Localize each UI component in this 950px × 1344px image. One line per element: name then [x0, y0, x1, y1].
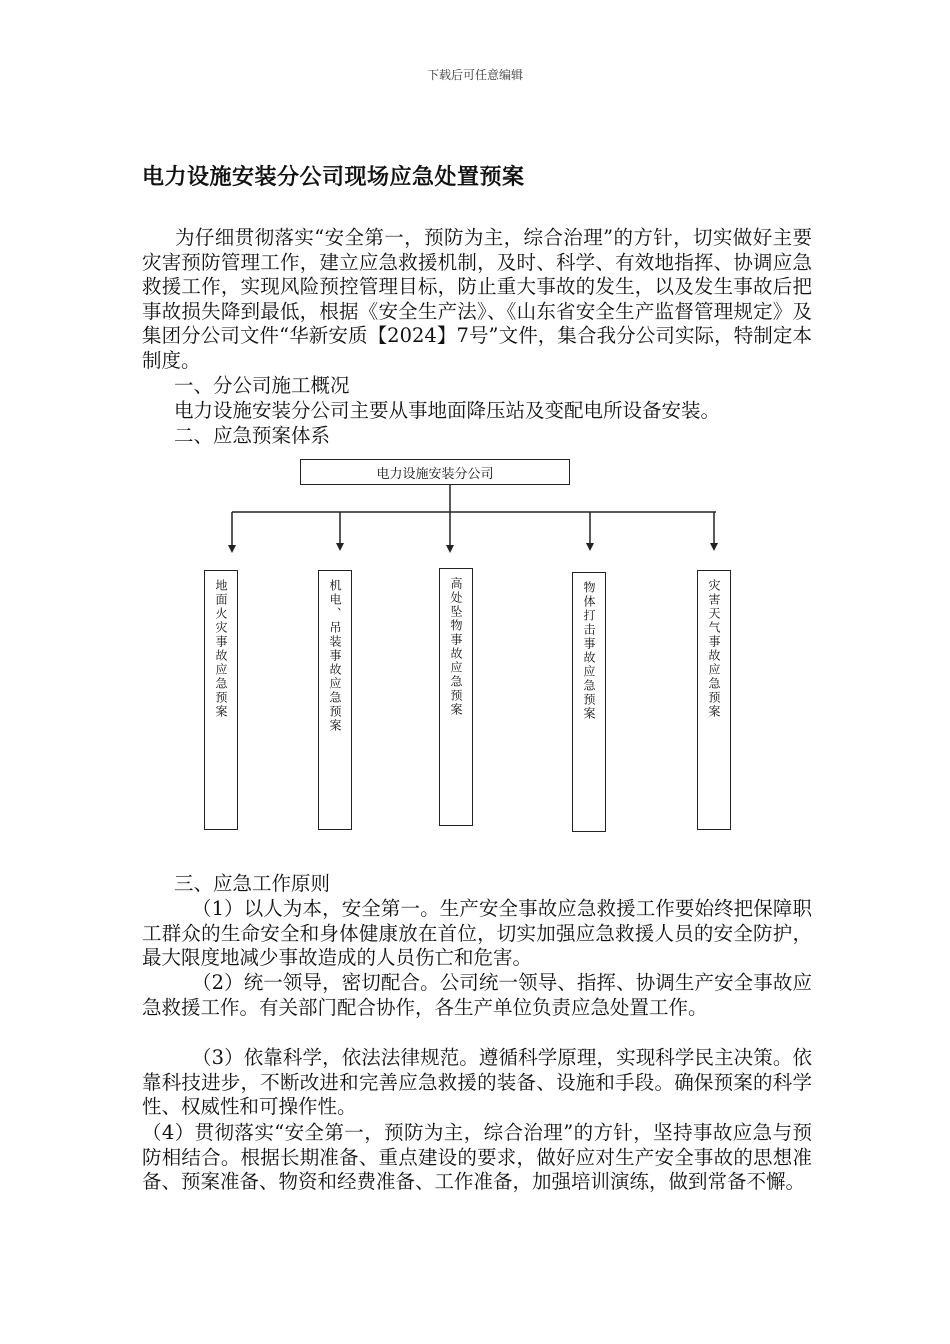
org-box-label: 高处坠物事故应急预案 — [449, 577, 463, 717]
document-title: 电力设施安装分公司现场应急处置预案 — [142, 165, 525, 190]
org-box-ground-fire — [204, 570, 238, 830]
principle-paragraph-2: （2）统一领导，密切配合。公司统一领导、指挥、协调生产安全事故应急救援工作。有关部门配合协作，各生产单位负责应急处置工作。 — [142, 971, 812, 1019]
org-box-mechanical-lifting — [318, 570, 352, 830]
org-box-label: 灾害天气事故应急预案 — [707, 579, 721, 719]
section-heading-principles: 三、应急工作原则 — [174, 872, 331, 895]
section-heading-plan-system: 二、应急预案体系 — [174, 424, 331, 447]
principle-paragraph-1: （1）以人为本，安全第一。生产安全事故应急救援工作要始终把保障职工群众的生命安全和身体健康放在首位，切实加强应急救援人员的安全防护，最大限度地减少事故造成的人员伤亡和危害。 — [142, 897, 812, 970]
org-box-label: 机电、吊装事故应急预案 — [328, 579, 342, 733]
intro-paragraph: 为仔细贯彻落实“安全第一，预防为主，综合治理”的方针，切实做好主要灾害预防管理工作，建立应急救援机制，及时、科学、有效地指挥、协调应急救援工作，实现风险预控管理目标，防止重大事故的发生，以及发生事故后把事故损失降到最低，根据《安全生产法》、《山东省安全生产监督管理规定》及集团分公司文件“华新安质【2024】7号”文件，集合我分公司实际，特制定本制度。 — [142, 226, 812, 372]
section-heading-overview: 一、分公司施工概况 — [174, 374, 350, 397]
org-box-falling-objects — [439, 568, 473, 826]
principle-paragraph-4: （4）贯彻落实“安全第一，预防为主，综合治理”的方针，坚持事故应急与预防相结合。根据长期准备、重点建设的要求，做好应对生产安全事故的思想准备、预案准备、物资和经费准备、工作准备，加强培训演练，做到常备不懈。 — [142, 1121, 812, 1194]
org-box-label: 物体打击事故应急预案 — [582, 581, 596, 721]
org-box-disaster-weather — [697, 570, 731, 830]
header-note: 下载后可任意编辑 — [426, 68, 523, 82]
org-box-object-strike — [572, 572, 606, 832]
org-chart-root: 电力设施安装分公司 — [300, 459, 570, 485]
overview-paragraph: 电力设施安装分公司主要从事地面降压站及变配电所设备安装。 — [174, 399, 721, 422]
principle-paragraph-3: （3）依靠科学，依法法律规范。遵循科学原理，实现科学民主决策。依靠科技进步，不断改进和完善应急救援的装备、设施和手段。确保预案的科学性、权威性和可操作性。 — [142, 1046, 812, 1119]
org-box-label: 地面火灾事故应急预案 — [214, 579, 228, 719]
